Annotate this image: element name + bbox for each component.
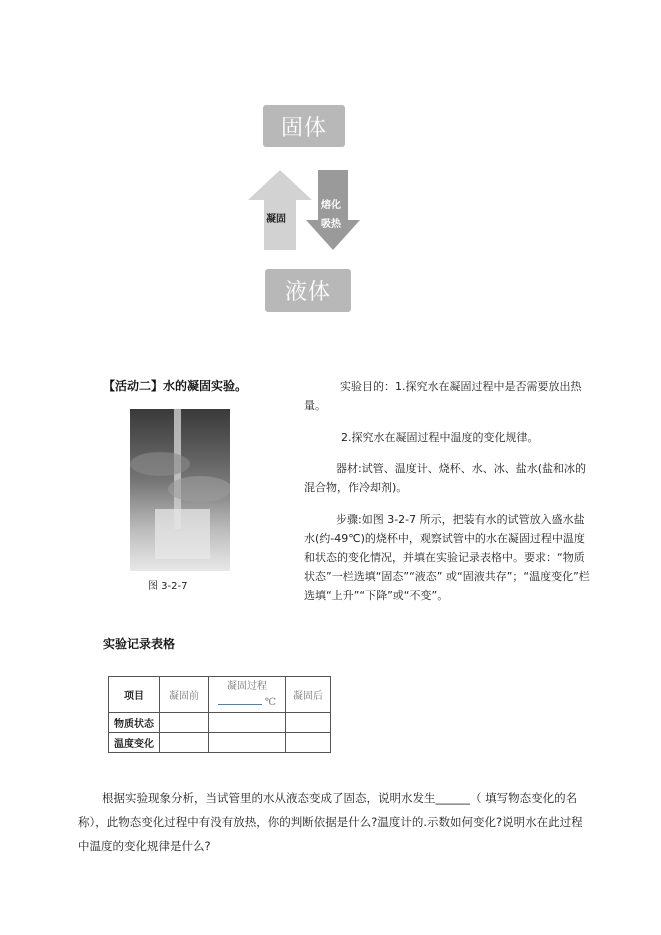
experiment-photo: [130, 409, 230, 571]
header-during-label: 凝固过程: [227, 680, 267, 692]
cell-temp-before[interactable]: [160, 733, 209, 753]
header-before: 凝固前: [160, 677, 209, 713]
equipment-text: 器材:试管、温度计、烧杯、水、冰、盐水(盐和冰的混合物，作冷却剂)。: [304, 462, 586, 494]
cell-temp-after[interactable]: [286, 733, 331, 753]
purpose-2: 2.探究水在凝固过程中温度的变化规律。: [341, 431, 539, 444]
row-temp-label: 温度变化: [109, 733, 160, 753]
liquid-label: 液体: [284, 280, 331, 305]
cell-state-after[interactable]: [286, 713, 331, 733]
header-unit-line: [209, 695, 285, 711]
header-after: 凝固后: [286, 677, 331, 713]
test-tube-icon: [130, 409, 230, 571]
question-text: 根据实验现象分析，当试管里的水从液态变成了固态，说明水发生______（ 填写物态变化的名称），此物态变化过程中有没有放热，你的判断依据是什么?温度计的.示数如何变化?说明水在此过程中温度的变化规律是什么?: [78, 791, 583, 853]
cell-temp-during[interactable]: [209, 733, 286, 753]
activity-title: 【活动二】水的凝固实验。: [103, 379, 248, 393]
header-during: [209, 677, 286, 713]
cell-state-during[interactable]: [209, 713, 286, 733]
solid-label: 固体: [280, 115, 327, 141]
table-title: 实验记录表格: [103, 637, 176, 651]
liquid-box: [265, 269, 351, 312]
down-arrow-label-1: 熔化: [321, 200, 341, 211]
header-item: 项目: [109, 677, 160, 713]
up-arrow-label: 凝固: [266, 214, 286, 225]
row-state-label: 物质状态: [109, 713, 160, 733]
header-unit: ℃: [264, 696, 277, 708]
record-table: [108, 676, 331, 753]
blank-line: [218, 704, 262, 705]
figure-caption: 图 3-2-7: [148, 581, 188, 592]
purpose-1: 实验目的：1.探究水在凝固过程中是否需要放出热量。: [304, 380, 582, 412]
down-arrow-label-2: 吸热: [321, 219, 341, 230]
solid-box: [263, 105, 345, 147]
phase-arrows: [246, 168, 362, 254]
cell-state-before[interactable]: [160, 713, 209, 733]
steps-text: 步骤:如图 3-2-7 所示，把装有水的试管放入盛水盐水(约-49℃)的烧杯中，观察试管中的水在凝固过程中温度和状态的变化情况，并填在实验记录表格中。要求：“物质状态”一栏选填“固态”“液态” 或“固液共存”；“温度变化”栏选填“上升”“下降”或“不变”。: [304, 513, 590, 602]
